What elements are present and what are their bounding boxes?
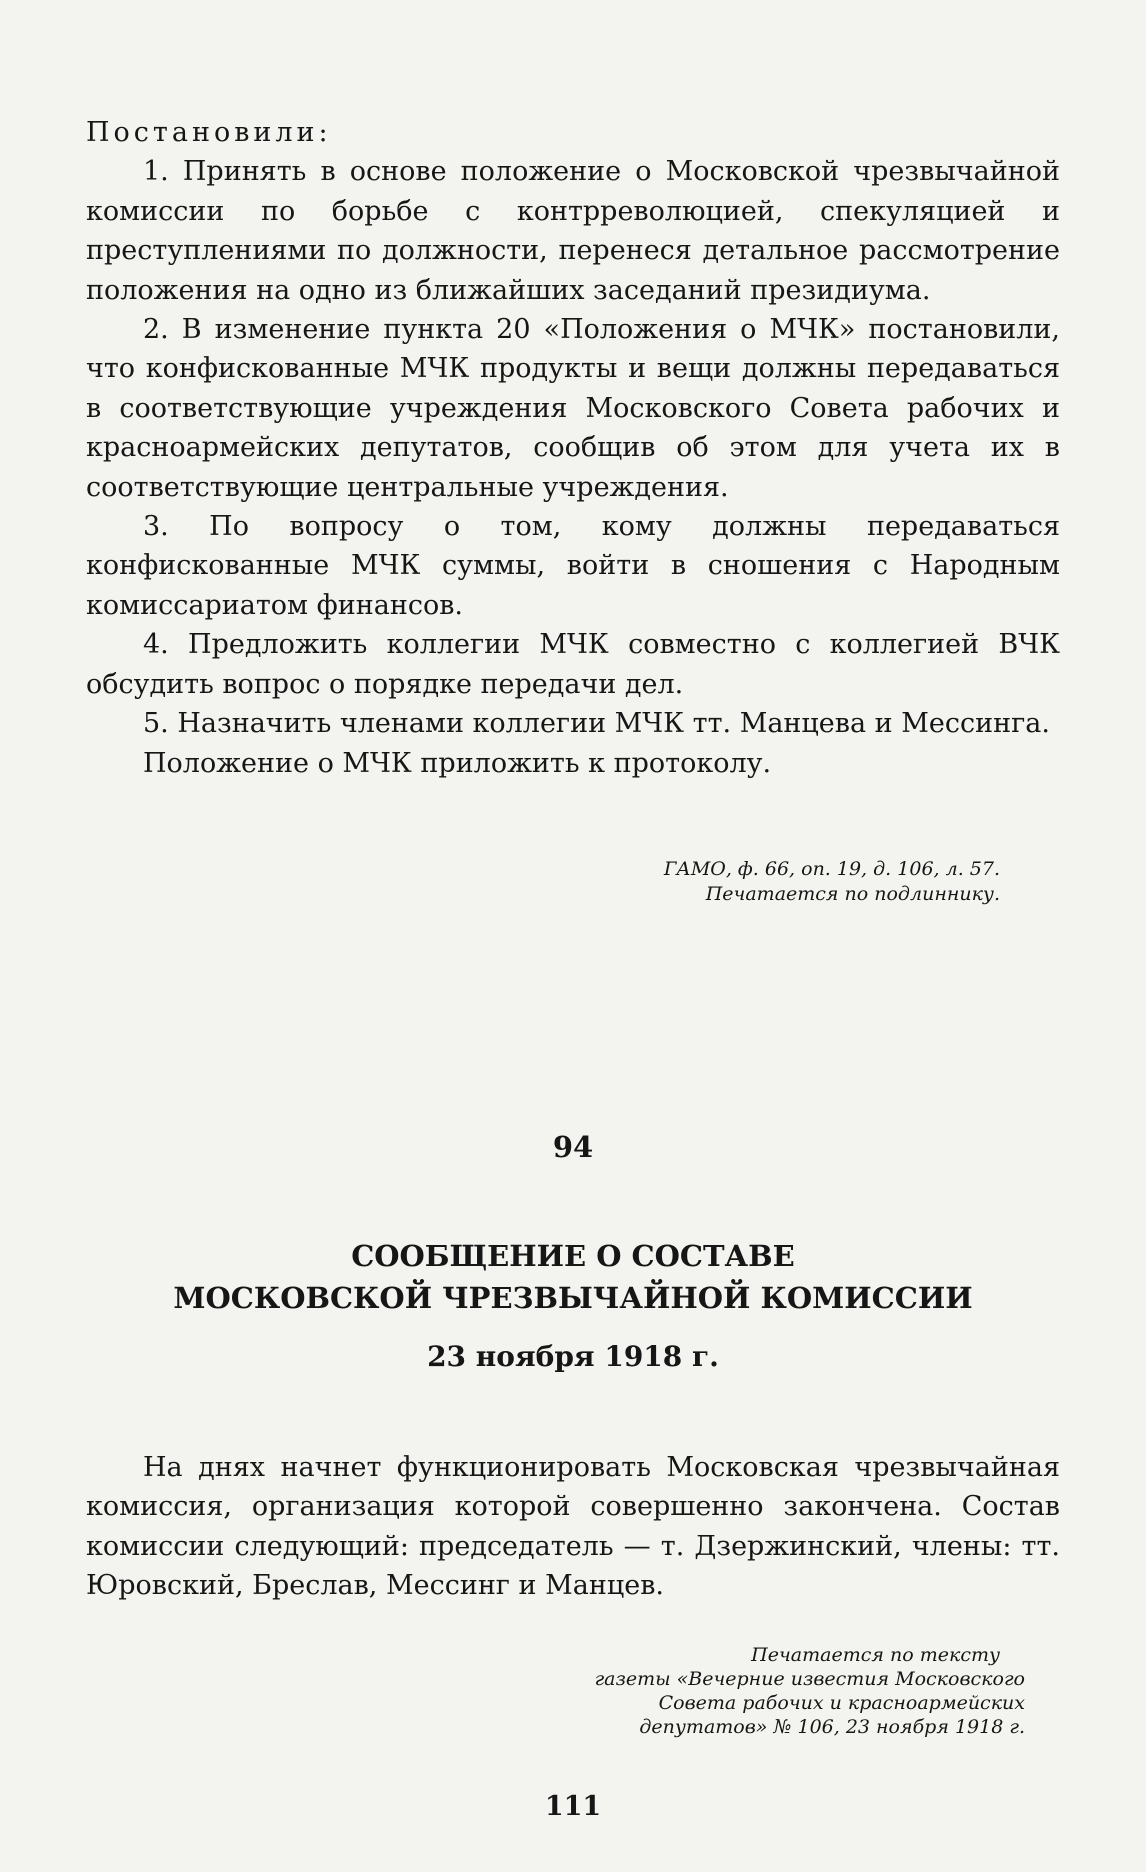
- resolution-item-2: 2. В изменение пункта 20 «Положения о МЧК» постановили, что конфискованные МЧК продукты и вещи должны передаваться в соответствующие учреждения Московского Совета рабочих и красноармейских депутатов, сообщив об этом для учета их в соответствующие центральные учреждения.: [86, 314, 1060, 503]
- source-note-original: Печатается по подлиннику.: [705, 883, 1000, 905]
- resolution-heading: Постановили:: [86, 117, 332, 148]
- resolution-item-4: 4. Предложить коллегии МЧК совместно с коллегией ВЧК обсудить вопрос о порядке передачи дел.: [86, 629, 1060, 700]
- source-line-4: депутатов» № 106, 23 ноября 1918 г.: [639, 1716, 1025, 1738]
- document-title-line-2: МОСКОВСКОЙ ЧРЕЗВЫЧАЙНОЙ КОМИССИИ: [173, 1281, 973, 1315]
- resolution-item-1: 1. Принять в основе положение о Московской чрезвычайной комиссии по борьбе с контрреволюцией, спекуляцией и преступлениями по должности, перенеся детальное рассмотрение положения на одно из ближайших заседаний президиума.: [86, 156, 1060, 306]
- resolution-section: [86, 113, 1060, 783]
- archive-reference: ГАМО, ф. 66, оп. 19, д. 106, л. 57.: [663, 858, 1000, 880]
- source-line-3: Совета рабочих и красноармейских: [658, 1692, 1025, 1714]
- document-number: 94: [552, 1130, 594, 1164]
- resolution-item-3: 3. По вопросу о том, кому должны передаваться конфискованные МЧК суммы, войти в сношения с Народным комиссариатом финансов.: [86, 511, 1060, 621]
- source-line-2: газеты «Вечерние известия Московского: [594, 1668, 1025, 1690]
- source-line-1: Печатается по тексту: [751, 1644, 1000, 1666]
- page-number: 111: [544, 1791, 602, 1822]
- resolution-attachment-note: Положение о МЧК приложить к протоколу.: [143, 747, 772, 779]
- document-title-line-1: СООБЩЕНИЕ О СОСТАВЕ: [351, 1239, 795, 1273]
- document-date: 23 ноября 1918 г.: [427, 1340, 719, 1373]
- document-body: На днях начнет функционировать Московская чрезвычайная комиссия, организация которой совершенно закончена. Состав комиссии следующий: председатель — т. Дзержинский, члены: тт. Юровский, Бреслав, Мессинг и Манцев.: [86, 1452, 1060, 1602]
- document-body-section: [86, 1448, 1060, 1606]
- resolution-item-5: 5. Назначить членами коллегии МЧК тт. Манцева и Мессинга.: [143, 708, 1050, 740]
